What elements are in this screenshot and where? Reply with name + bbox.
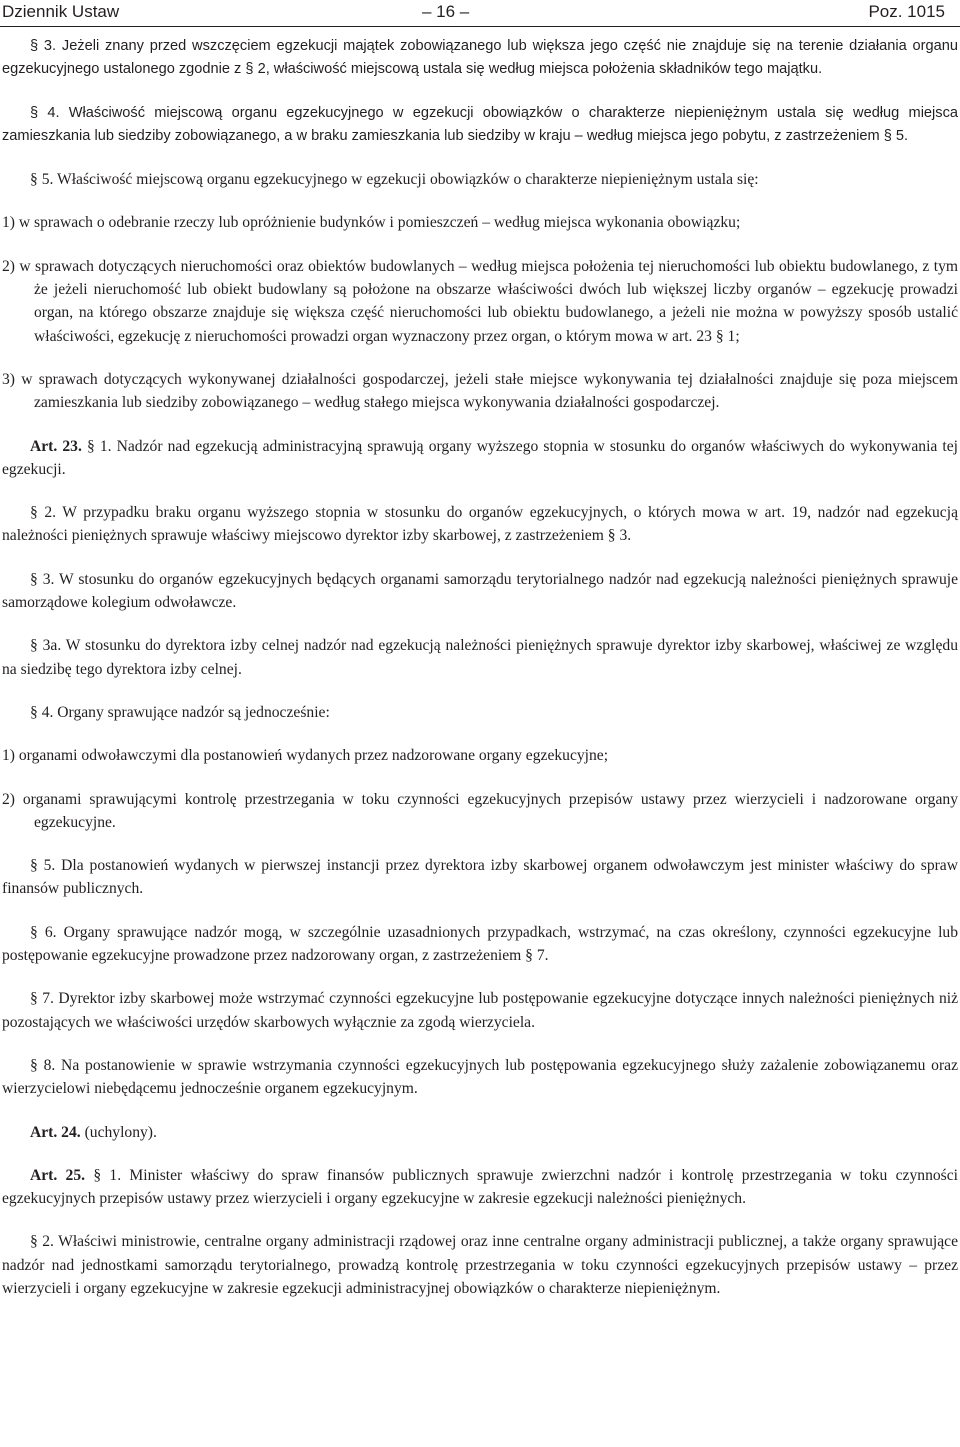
list-item-s4-2: 2) organami sprawującymi kontrolę przestrzegania w toku czynności egzekucyjnych przepisów ustawy przez wierzycieli i nadzorowane organy egzekucyjne. [2, 790, 958, 831]
article-25-s1 [2, 1164, 958, 1211]
list-item-s5-2: 2) w sprawach dotyczących nieruchomości oraz obiektów budowlanych – według miejsca położenia tej nieruchomości lub obiektu budowlanego, z tym że jeżeli nieruchomość lub obiekt budowlany są położone na obszarze właściwości dwóch lub większej liczby organów – egzekucję prowadzi organ, na którego obszarze znajduje się większa część nieruchomości lub obiektu budowlanego, a jeżeli nie można w powyższy sposób ustalić właściwości, egzekucję z nieruchomości prowadzi organ wyznaczony przez organ, o którym mowa w art. 23 § 1; [2, 257, 958, 345]
document-body [2, 35, 958, 1320]
list-item-s5-3: 3) w sprawach dotyczących wykonywanej działalności gospodarczej, jeżeli stałe miejsce wykonywania tej działalności znajduje się poza miejscem zamieszkania lub siedziby zobowiązanego – według stałego miejsca wykonywania działalności gospodarczej. [2, 370, 958, 412]
list-item-s5-1: 1) w sprawach o odebranie rzeczy lub opróżnienie budynków i pomieszczeń – według miejsca wykonania obowiązku; [2, 214, 741, 232]
article-23-s1 [2, 435, 958, 482]
article-23-s6: § 6. Organy sprawujące nadzór mogą, w szczególnie uzasadnionych przypadkach, wstrzymać, na czas określony, czynności egzekucyjne lub postępowanie egzekucyjne prowadzone przez nadzorowany organ, z zastrzeżeniem § 7. [2, 923, 958, 965]
page-header [0, 0, 960, 27]
journal-title: Dziennik Ustaw [2, 2, 120, 21]
article-25-s2: § 2. Właściwi ministrowie, centralne organy administracji rządowej oraz inne centralne organy administracji publicznej, a także organy sprawujące nadzór nad jednostkami samorządu terytorialnego, prowadzą kontrolę przestrzegania w toku czynności egzekucyjnych przepisów ustawy – przez wierzycieli i organy egzekucyjne w zakresie egzekucji administracyjnej obowiązków o charakterze niepieniężnym. [2, 1233, 958, 1297]
paragraph-s5: § 5. Właściwość miejscową organu egzekucyjnego w egzekucji obowiązków o charakterze niepieniężnym ustala się: [30, 171, 759, 189]
article-23-s7: § 7. Dyrektor izby skarbowej może wstrzymać czynności egzekucyjne lub postępowanie egzekucyjne dotyczące innych należności pieniężnych niż pozostających we właściwości urzędów skarbowych wyłącznie za zgodą wierzyciela. [2, 990, 958, 1031]
article-23-s3: § 3. W stosunku do organów egzekucyjnych będących organami samorządu terytorialnego nadzór nad egzekucją należności pieniężnych sprawuje samorządowe kolegium odwoławcze. [2, 570, 958, 612]
article-23-s5: § 5. Dla postanowień wydanych w pierwszej instancji przez dyrektora izby skarbowej organem odwoławczym jest minister właściwy do spraw finansów publicznych. [2, 857, 958, 898]
paragraph-s4: § 4. Właściwość miejscową organu egzekucyjnego w egzekucji obowiązków o charakterze niepieniężnym ustala się według miejsca zamieszkania lub siedziby zobowiązanego, a w braku zamieszkania lub siedziby w kraju – według miejsca jego pobytu, z zastrzeżeniem § 5. [2, 104, 958, 144]
position-number: Poz. 1015 [868, 2, 945, 21]
article-24-label: Art. 24. [30, 1123, 81, 1141]
page-number: – 16 – [422, 2, 470, 21]
article-25-s1-text: § 1. Minister właściwy do spraw finansów publicznych sprawuje zwierzchni nadzór i kontrolę przestrzegania w toku czynności egzekucyjnych przepisów ustawy przez wierzycieli i organy egzekucyjne w zakresie egzekucji należności pieniężnych. [2, 1166, 958, 1208]
article-25-label: Art. 25. [30, 1166, 86, 1184]
article-23-s1-text: § 1. Nadzór nad egzekucją administracyjną sprawują organy wyższego stopnia w stosunku do organów właściwych do wykonywania tej egzekucji. [2, 437, 958, 478]
article-24 [2, 1121, 958, 1144]
article-23-s2: § 2. W przypadku braku organu wyższego stopnia w stosunku do organów egzekucyjnych, o których mowa w art. 19, nadzór nad egzekucją należności pieniężnych sprawuje właściwy miejscowo dyrektor izby skarbowej, z zastrzeżeniem § 3. [2, 504, 958, 545]
article-23-s8: § 8. Na postanowienie w sprawie wstrzymania czynności egzekucyjnych lub postępowania egzekucyjnego służy zażalenie zobowiązanemu oraz wierzycielowi niebędącemu jednocześnie organem egzekucyjnym. [2, 1056, 958, 1098]
article-23-label: Art. 23. [30, 437, 82, 455]
article-23-s3a: § 3a. W stosunku do dyrektora izby celnej nadzór nad egzekucją należności pieniężnych sprawuje dyrektor izby skarbowej, właściwej ze względu na siedzibę tego dyrektora izby celnej. [2, 637, 958, 678]
article-24-text: (uchylony). [84, 1123, 157, 1141]
article-23-s4: § 4. Organy sprawujące nadzór są jednocześnie: [30, 703, 330, 721]
list-item-s4-1: 1) organami odwoławczymi dla postanowień wydanych przez nadzorowane organy egzekucyjne; [2, 747, 609, 765]
paragraph-s3: § 3. Jeżeli znany przed wszczęciem egzekucji majątek zobowiązanego lub większa jego część nie znajduje się na terenie działania organu egzekucyjnego ustalonego zgodnie z § 2, właściwość miejscową ustala się według miejsca położenia składników tego majątku. [2, 38, 958, 78]
